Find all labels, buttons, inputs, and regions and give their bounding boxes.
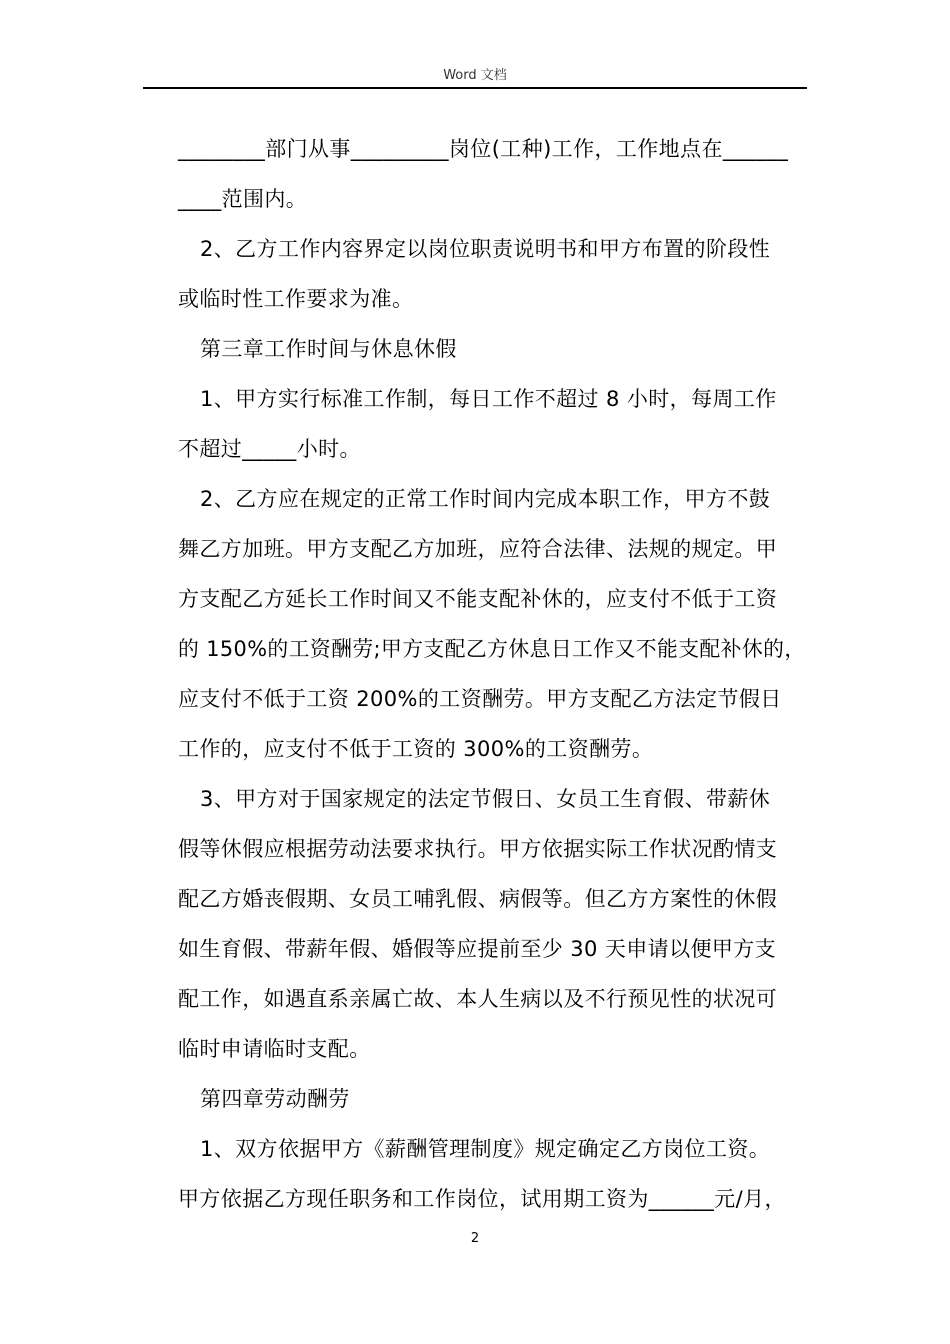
text-line: 1、双方依据甲方《薪酬管理制度》规定确定乙方岗位工资。 — [200, 1137, 771, 1161]
chapter-heading: 第四章劳动酬劳 — [200, 1087, 350, 1111]
text-line: 工作的，应支付不低于工资的 300%的工资酬劳。 — [178, 737, 654, 761]
text-line: 临时申请临时支配。 — [178, 1037, 371, 1061]
header-title: Word 文档 — [443, 68, 507, 83]
page-number: 2 — [470, 1231, 480, 1246]
text-line: 假等休假应根据劳动法要求执行。甲方依据实际工作状况酌情支 — [178, 837, 778, 861]
text-line: ________部门从事_________岗位(工种)工作，工作地点在______ — [178, 137, 789, 161]
chapter-heading: 第三章工作时间与休息休假 — [200, 337, 457, 361]
text-line: 2、乙方应在规定的正常工作时间内完成本职工作，甲方不鼓 — [200, 487, 771, 511]
text-line: 舞乙方加班。甲方支配乙方加班，应符合法律、法规的规定。甲 — [178, 537, 778, 561]
text-line: 或临时性工作要求为准。 — [178, 287, 414, 311]
text-line: 配工作，如遇直系亲属亡故、本人生病以及不行预见性的状况可 — [178, 987, 778, 1011]
text-line: 1、甲方实行标准工作制，每日工作不超过 8 小时，每周工作 — [200, 387, 777, 411]
text-line: 如生育假、带薪年假、婚假等应提前至少 30 天申请以便甲方支 — [178, 937, 777, 961]
text-line: 配乙方婚丧假期、女员工哺乳假、病假等。但乙方方案性的休假 — [178, 887, 778, 911]
text-line: 甲方依据乙方现任职务和工作岗位，试用期工资为______元/月， — [178, 1187, 786, 1211]
body-text — [178, 124, 806, 1224]
header-rule — [143, 87, 807, 89]
text-line: 方支配乙方延长工作时间又不能支配补休的，应支付不低于工资 — [178, 587, 778, 611]
text-line: 2、乙方工作内容界定以岗位职责说明书和甲方布置的阶段性 — [200, 237, 771, 261]
text-line: 3、甲方对于国家规定的法定节假日、女员工生育假、带薪休 — [200, 787, 771, 811]
text-line: 应支付不低于工资 200%的工资酬劳。甲方支配乙方法定节假日 — [178, 687, 782, 711]
text-line: 的 150%的工资酬劳;甲方支配乙方休息日工作又不能支配补休的， — [178, 637, 806, 661]
text-line: ____范围内。 — [178, 187, 308, 211]
text-line: 不超过_____小时。 — [178, 437, 361, 461]
